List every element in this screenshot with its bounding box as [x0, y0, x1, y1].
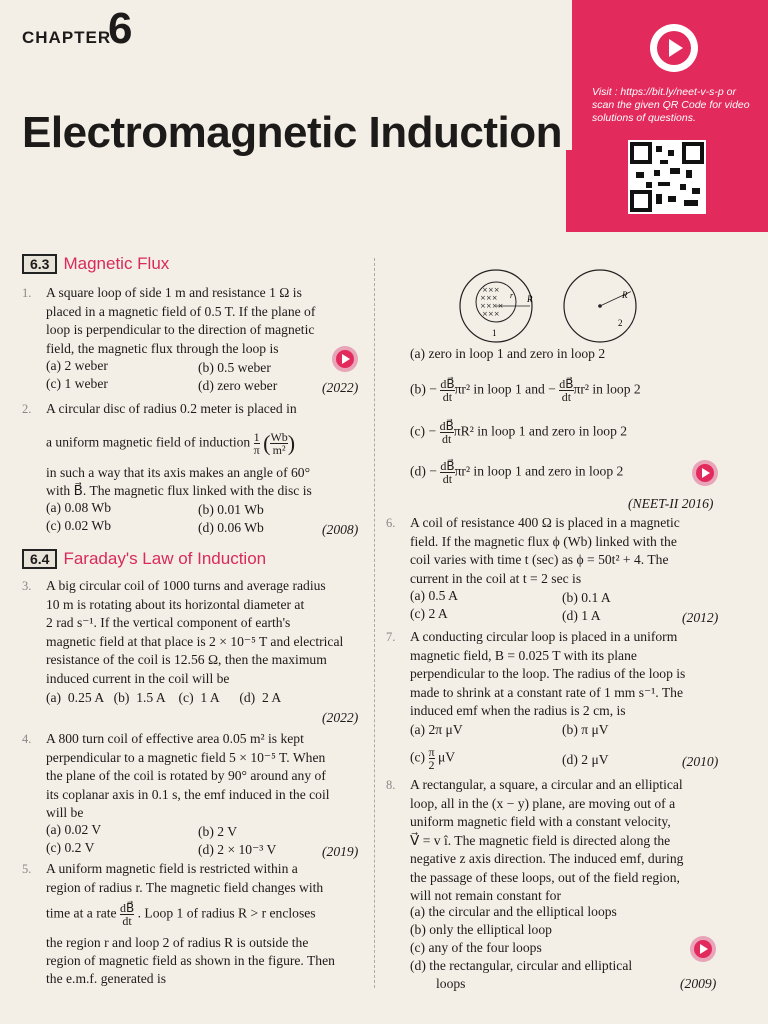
text-line: negative z axis direction. The induced emf, during [410, 851, 684, 866]
option-d: (d) 2 × 10⁻³ V [198, 842, 277, 857]
fraction [120, 902, 134, 927]
question-number: 1. [22, 286, 32, 300]
question-1-text [46, 284, 366, 358]
text-line: A coil of resistance 400 Ω is placed in a magnetic [410, 515, 680, 530]
denominator: dt [442, 472, 453, 486]
text-line: will not remain constant for [410, 888, 562, 903]
option-prefix: (b) − [410, 381, 437, 397]
fraction [440, 378, 454, 403]
question-3-text [46, 577, 366, 688]
chapter-title: Electromagnetic Induction [22, 108, 563, 157]
text-line: induced current in the coil will be [46, 670, 230, 686]
fraction [440, 460, 454, 485]
section-number: 6.3 [22, 254, 57, 274]
option-d-continued: loops [436, 976, 466, 991]
question-2-text [46, 431, 295, 456]
year-label: (2019) [322, 844, 359, 859]
denominator: dt [561, 390, 572, 404]
option-b: (b) 2 V [198, 824, 238, 839]
question-4-text [46, 730, 366, 823]
text-line: current in the coil at t = 2 sec is [410, 570, 582, 586]
text-line: induced emf when the radius is 2 cm, is [410, 703, 626, 718]
question-number: 4. [22, 732, 32, 746]
text-line: magnetic field at that place is 2 × 10⁻⁵ T and electrical [46, 633, 344, 649]
question-number: 5. [22, 862, 32, 876]
question-number: 2. [22, 402, 32, 416]
text-line: placed in a magnetic field of 0.5 T. If the plane of [46, 303, 316, 319]
text-line: . Loop 1 of radius R > r encloses [137, 905, 316, 921]
option-a: (a) 0.02 V [46, 822, 102, 837]
text-line: a uniform magnetic field of induction [46, 434, 251, 450]
option-d: (d) the rectangular, circular and elliptical [410, 958, 633, 973]
text-line: field, the magnetic flux through the loop is [46, 340, 279, 356]
loop-1-label: 1 [492, 328, 497, 338]
option-b [410, 378, 641, 403]
text-line: loop, all in the (x − y) plane, are moving out of a [410, 795, 676, 811]
text-line: region of magnetic field as shown in the figure. Then [46, 953, 335, 968]
fraction [440, 420, 454, 445]
text-line: field. If the magnetic flux ϕ (Wb) linked with the [410, 533, 677, 549]
text-line: 2 rad s⁻¹. If the vertical component of earth's [46, 615, 291, 630]
option-c [410, 746, 455, 771]
fraction [429, 746, 435, 771]
question-number: 6. [386, 516, 396, 530]
numerator: dB⃗ [439, 419, 454, 433]
numerator: 1 [253, 430, 260, 444]
text-line: the region r and loop 2 of radius R is outside the [46, 935, 309, 950]
option-b: (b) 0.5 weber [198, 360, 271, 375]
option-text: πR² in loop 1 and zero in loop 2 [453, 423, 628, 439]
option-c: (c) 1 weber [46, 376, 108, 391]
year-label: (2009) [680, 976, 717, 991]
text-line: with B⃗. The magnetic flux linked with the disc is [46, 483, 312, 498]
text-line: uniform magnetic field with a constant velocity, [410, 814, 671, 829]
denominator: dt [442, 432, 452, 446]
year-label: (2022) [322, 710, 359, 725]
text-line: resistance of the coil is 12.56 Ω, then the maximum [46, 652, 327, 667]
svg-text:××××: ×××× [480, 302, 504, 310]
fraction [559, 378, 573, 403]
question-5-text [46, 902, 316, 927]
option-a: (a) the circular and the elliptical loops [410, 904, 617, 919]
denominator: dt [122, 914, 132, 928]
denominator: π [253, 443, 260, 457]
option-c: (c) 0.02 Wb [46, 518, 112, 533]
qr-code-icon[interactable] [628, 140, 706, 214]
text-line: the plane of the coil is rotated by 90° around any of [46, 768, 326, 783]
section-heading [22, 549, 266, 569]
option-c: (c) 2 A [410, 606, 448, 621]
text-line: the e.m.f. generated is [46, 971, 167, 986]
text-line: A big circular coil of 1000 turns and average radius [46, 578, 326, 593]
option-text: πr² in loop 1 and − [454, 381, 556, 397]
text-line: 10 m is rotating about its horizontal diameter at [46, 596, 305, 612]
question-7-text [410, 628, 730, 721]
text-line: A rectangular, a square, a circular and an elliptical [410, 777, 683, 792]
year-label: (2012) [682, 610, 719, 625]
paren-left: ( [263, 430, 271, 456]
option-prefix: (c) − [410, 423, 437, 439]
option-d [410, 460, 623, 485]
option-d: (d) 0.06 Wb [198, 520, 264, 535]
column-divider [374, 258, 376, 988]
option-c: (c) any of the four loops [410, 940, 542, 955]
text-line: magnetic field, B = 0.025 T with its plane [410, 647, 637, 663]
text-line: A square loop of side 1 m and resistance 1 Ω is [46, 285, 302, 300]
chapter-label: CHAPTER [22, 28, 112, 47]
option-d: (d) 2 μV [562, 752, 609, 767]
loop-2-label: 2 [618, 318, 623, 328]
text-line: its coplanar axis in 0.1 s, the emf induced in the coil [46, 786, 330, 802]
text-line: A circular disc of radius 0.2 meter is placed in [46, 401, 297, 416]
denominator: 2 [428, 758, 435, 772]
label-r: r [510, 291, 514, 300]
svg-text:×××: ××× [482, 286, 500, 294]
option-c: (c) 0.2 V [46, 840, 95, 855]
svg-text:×××: ××× [480, 294, 498, 302]
question-8-text [410, 776, 730, 906]
year-label: (2022) [322, 380, 359, 395]
visit-text: Visit : https://bit.ly/neet-v-s-p or scan the given QR Code for video solutions of questions. [592, 86, 750, 124]
video-play-icon[interactable] [688, 934, 718, 964]
year-label: (NEET-II 2016) [628, 496, 714, 511]
numerator: dB⃗ [559, 377, 574, 391]
numerator: dB⃗ [119, 901, 135, 915]
text-line: A conducting circular loop is placed in a uniform [410, 629, 678, 644]
text-line: loop is perpendicular to the direction of magnetic [46, 322, 315, 337]
section-heading [22, 254, 169, 274]
text-line: A uniform magnetic field is restricted within a [46, 861, 298, 876]
text-line: in such a way that its axis makes an angle of 60° [46, 465, 311, 480]
video-play-icon[interactable] [330, 344, 360, 374]
section-number: 6.4 [22, 549, 57, 569]
text-line: region of radius r. The magnetic field changes with [46, 880, 324, 895]
option-a: (a) 0.08 Wb [46, 500, 112, 515]
options-row: (a) 0.25 A (b) 1.5 A (c) 1 A (d) 2 A [46, 690, 282, 705]
option-a: (a) 2 weber [46, 358, 108, 373]
option-d: (d) zero weber [198, 378, 278, 393]
numerator: π [428, 745, 435, 759]
text-line: coil varies with time t (sec) as ϕ = 50t² + 4. The [410, 552, 669, 567]
chapter-number: 6 [108, 4, 133, 53]
denominator: m² [272, 443, 286, 457]
question-number: 7. [386, 630, 396, 644]
paren-right: ) [287, 430, 296, 456]
numerator: dB⃗ [440, 459, 455, 473]
text-line: A 800 turn coil of effective area 0.05 m² is kept [46, 731, 304, 746]
question-number: 3. [22, 579, 32, 593]
text-line: time at a rate [46, 905, 117, 921]
option-c [410, 420, 627, 445]
text-line: V⃗ = v î. The magnetic field is directed along the [410, 832, 671, 848]
numerator: dB⃗ [440, 377, 455, 391]
numerator: Wb [270, 430, 288, 444]
section-title: Faraday's Law of Induction [63, 549, 267, 568]
option-a: (a) zero in loop 1 and zero in loop 2 [410, 346, 606, 361]
section-title: Magnetic Flux [63, 254, 170, 273]
option-b: (b) 0.01 Wb [198, 502, 264, 517]
text-line: made to shrink at a constant rate of 1 mm s⁻¹. The [410, 684, 683, 700]
option-a: (a) 2π μV [410, 722, 463, 737]
option-b: (b) 0.1 A [562, 590, 611, 605]
fraction [254, 431, 260, 456]
video-play-icon[interactable] [646, 20, 702, 76]
text-line: perpendicular to a magnetic field 5 × 10⁻⁵ T. When [46, 749, 326, 765]
text-line: perpendicular to the loop. The radius of the loop is [410, 666, 686, 681]
fraction [270, 431, 287, 456]
option-d: (d) 1 A [562, 608, 601, 623]
option-text: πr² in loop 2 [573, 381, 641, 397]
loop-figure [458, 268, 638, 348]
question-6-text [410, 514, 730, 588]
text-line: the passage of these loops, out of the field region, [410, 869, 680, 885]
option-prefix: (c) [410, 749, 426, 765]
label-R: R [527, 294, 533, 304]
label-R: R [622, 290, 628, 300]
year-label: (2010) [682, 754, 719, 769]
option-a: (a) 0.5 A [410, 588, 458, 603]
option-b: (b) only the elliptical loop [410, 922, 552, 937]
denominator: dt [442, 390, 453, 404]
year-label: (2008) [322, 522, 359, 537]
text-line: will be [46, 805, 84, 820]
question-number: 8. [386, 778, 396, 792]
option-b: (b) π μV [562, 722, 609, 737]
option-text: πr² in loop 1 and zero in loop 2 [454, 463, 624, 479]
option-text: μV [437, 749, 456, 765]
video-play-icon[interactable] [690, 458, 720, 488]
option-prefix: (d) − [410, 463, 437, 479]
svg-text:×××: ××× [482, 310, 500, 318]
